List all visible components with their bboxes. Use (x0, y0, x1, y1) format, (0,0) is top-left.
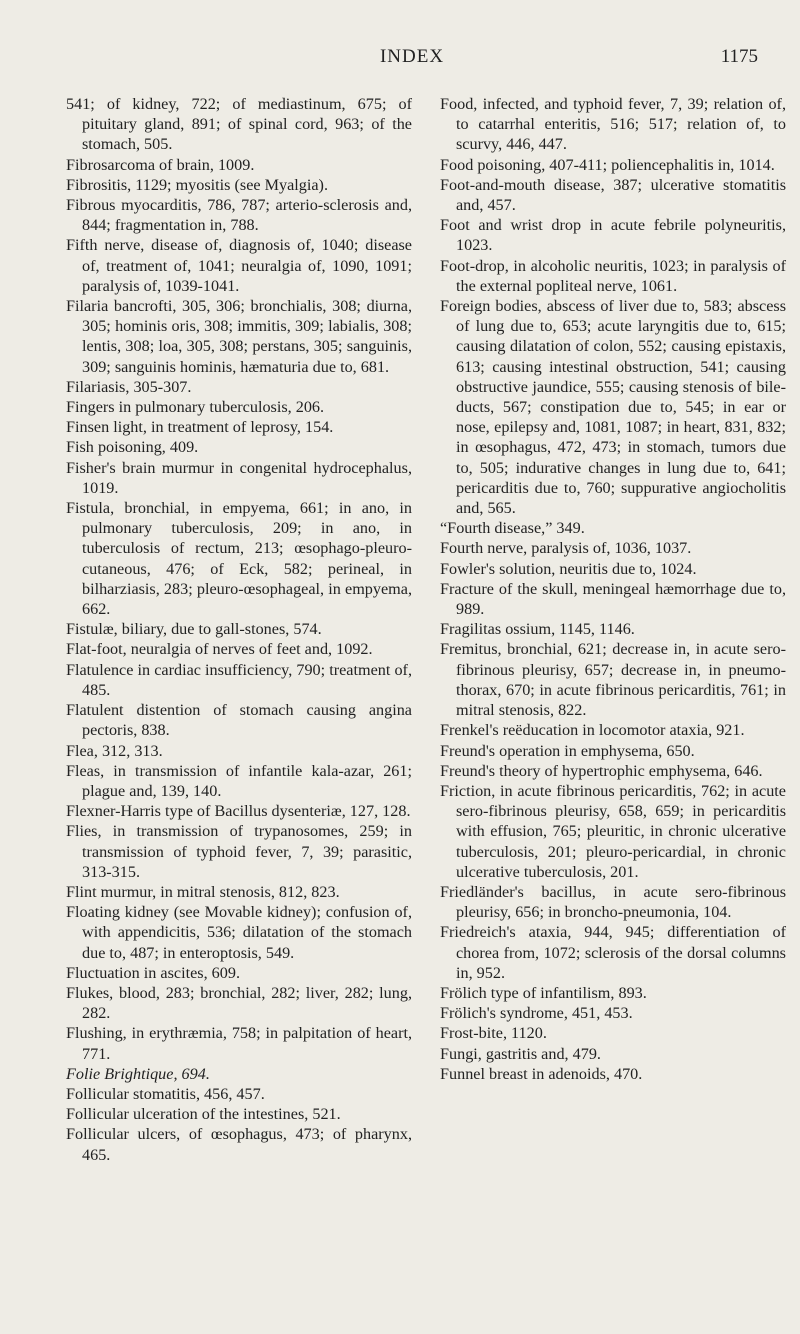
index-entry: Friction, in acute fibrinous pericarditis, 762; in acute sero-fibrinous pleurisy, 658, 659; in pericarditis with effusion, 765; pleuritic, in chronic ulcerative tuberculosis, 201; pleuro-pericardial, in chronic ulcerative tuberculosis, 201. (440, 781, 786, 881)
index-entry: Flushing, in erythræmia, 758; in palpitation of heart, 771. (66, 1024, 412, 1063)
index-entry: 541; of kidney, 722; of mediastinum, 675; of pituitary gland, 891; of spinal cord, 963; of the stomach, 505. (66, 95, 412, 154)
index-entry: Frölich's syndrome, 451, 453. (440, 1004, 633, 1023)
page-title: INDEX (379, 46, 445, 67)
index-entry: Frölich type of infantilism, 893. (440, 983, 647, 1002)
index-entry: Finsen light, in treatment of leprosy, 154. (66, 418, 334, 437)
index-entry: Foot and wrist drop in acute febrile polyneuritis, 1023. (440, 216, 786, 255)
index-columns (66, 94, 786, 1165)
index-entry: Freund's theory of hypertrophic emphysema, 646. (440, 761, 763, 780)
index-entry: “Fourth disease,” 349. (440, 519, 585, 538)
right-column (440, 94, 786, 1165)
index-entry: Filariasis, 305-307. (66, 377, 192, 396)
index-entry: Friedreich's ataxia, 944, 945; differentiation of chorea from, 1072; sclerosis of the dorsal columns in, 952. (440, 923, 786, 982)
index-entry: Frenkel's reëducation in locomotor ataxia, 921. (440, 721, 745, 740)
index-entry: Flukes, blood, 283; bronchial, 282; liver, 282; lung, 282. (66, 983, 412, 1023)
index-entry: Food poisoning, 407-411; poliencephalitis in, 1014. (440, 155, 775, 174)
index-entry: Friedländer's bacillus, in acute sero-fibrinous pleurisy, 656; in broncho-pneumonia, 104. (440, 882, 786, 922)
index-entry: Fracture of the skull, meningeal hæmorrhage due to, 989. (440, 579, 786, 619)
index-entry: Fibrositis, 1129; myositis (see Myalgia). (66, 175, 328, 194)
index-entry: Fragilitas ossium, 1145, 1146. (440, 620, 635, 639)
index-entry: Folie Brightique, 694. (66, 1064, 210, 1083)
index-entry: Flexner-Harris type of Bacillus dysenteriæ, 127, 128. (66, 802, 411, 821)
index-entry: Fluctuation in ascites, 609. (66, 963, 240, 982)
index-entry: Fish poisoning, 409. (66, 438, 199, 457)
index-entry: Freund's operation in emphysema, 650. (440, 741, 695, 760)
index-entry: Filaria bancrofti, 305, 306; bronchialis, 308; diurna, 305; hominis oris, 308; immitis, 309; labialis, 308; lentis, 308; loa, 305, 308; perstans, 305; sanguinis, 309; sanguinis hominis, hæmaturia due to, 681. (66, 297, 412, 376)
index-entry: Follicular ulcers, of œsophagus, 473; of pharynx, 465. (66, 1125, 412, 1164)
index-entry: Fourth nerve, paralysis of, 1036, 1037. (440, 539, 692, 558)
index-entry: Fingers in pulmonary tuberculosis, 206. (66, 398, 325, 417)
index-entry: Flat-foot, neuralgia of nerves of feet and, 1092. (66, 640, 373, 659)
index-entry: Fisher's brain murmur in congenital hydrocephalus, 1019. (66, 458, 412, 497)
index-entry: Follicular ulceration of the intestines, 521. (66, 1105, 341, 1124)
index-entry: Funnel breast in adenoids, 470. (440, 1064, 643, 1083)
index-entry: Fleas, in transmission of infantile kala-azar, 261; plague and, 139, 140. (66, 761, 412, 800)
index-entry: Fistula, bronchial, in empyema, 661; in ano, in pulmonary tuberculosis, 209; in ano, in tuberculosis of rectum, 213; œsophago-pleuro-cutaneous, 476; of Eck, 582; perineal, in bilharziasis, 283; pleuro-œsophageal, in empyema, 662. (66, 499, 412, 619)
left-column (66, 94, 412, 1165)
index-entry: Floating kidney (see Movable kidney); confusion of, with appendicitis, 536; dilatation of the stomach due to, 487; in enteroptosis, 549. (66, 903, 412, 962)
index-entry: Flatulent distention of stomach causing angina pectoris, 838. (66, 701, 412, 740)
index-entry: Flea, 312, 313. (66, 741, 163, 760)
index-entry: Foot-drop, in alcoholic neuritis, 1023; in paralysis of the external popliteal nerve, 1061. (440, 256, 786, 295)
index-entry: Fremitus, bronchial, 621; decrease in, in acute sero-fibrinous pleurisy, 657; decrease in, in pneumo-thorax, 670; in acute fibrinous pericarditis, 761; in mitral stenosis, 822. (440, 640, 786, 720)
index-entry: Fungi, gastritis and, 479. (440, 1044, 601, 1063)
page-number: 1175 (720, 46, 758, 67)
index-entry: Flatulence in cardiac insufficiency, 790; treatment of, 485. (66, 660, 412, 699)
index-entry: Fibrosarcoma of brain, 1009. (66, 155, 255, 174)
index-entry: Flint murmur, in mitral stenosis, 812, 823. (66, 882, 340, 901)
index-entry: Fifth nerve, disease of, diagnosis of, 1040; disease of, treatment of, 1041; neuralgia of, 1090, 1091; paralysis of, 1039-1041. (66, 236, 412, 295)
index-entry: Foreign bodies, abscess of liver due to, 583; abscess of lung due to, 653; acute laryngitis due to, 615; causing dilatation of colon, 552; causing epistaxis, 613; causing intestinal obstruction, 541; causing obstructive jaundice, 555; causing stenosis of bile-ducts, 567; constipation due to, 545; in ear or nose, epilepsy and, 1081, 1087; in heart, 831, 832; in œsophagus, 472, 473; in stomach, tumors due to, 505; indurative changes in lung due to, 641; pericarditis due to, 760; suppurative angiocholitis and, 565. (440, 297, 786, 518)
index-entry: Follicular stomatitis, 456, 457. (66, 1084, 265, 1103)
page-header (66, 46, 758, 76)
index-entry: Food, infected, and typhoid fever, 7, 39; relation of, to catarrhal enteritis, 516; 517; relation of, to scurvy, 446, 447. (440, 95, 786, 154)
index-entry: Frost-bite, 1120. (440, 1024, 547, 1043)
index-entry: Fistulæ, biliary, due to gall-stones, 574. (66, 620, 322, 639)
index-entry: Foot-and-mouth disease, 387; ulcerative stomatitis and, 457. (440, 175, 786, 215)
index-entry: Fowler's solution, neuritis due to, 1024. (440, 559, 697, 578)
index-entry: Flies, in transmission of trypanosomes, 259; in transmission of typhoid fever, 7, 39; parasitic, 313-315. (66, 822, 412, 881)
index-entry: Fibrous myocarditis, 786, 787; arterio-sclerosis and, 844; fragmentation in, 788. (66, 196, 412, 235)
